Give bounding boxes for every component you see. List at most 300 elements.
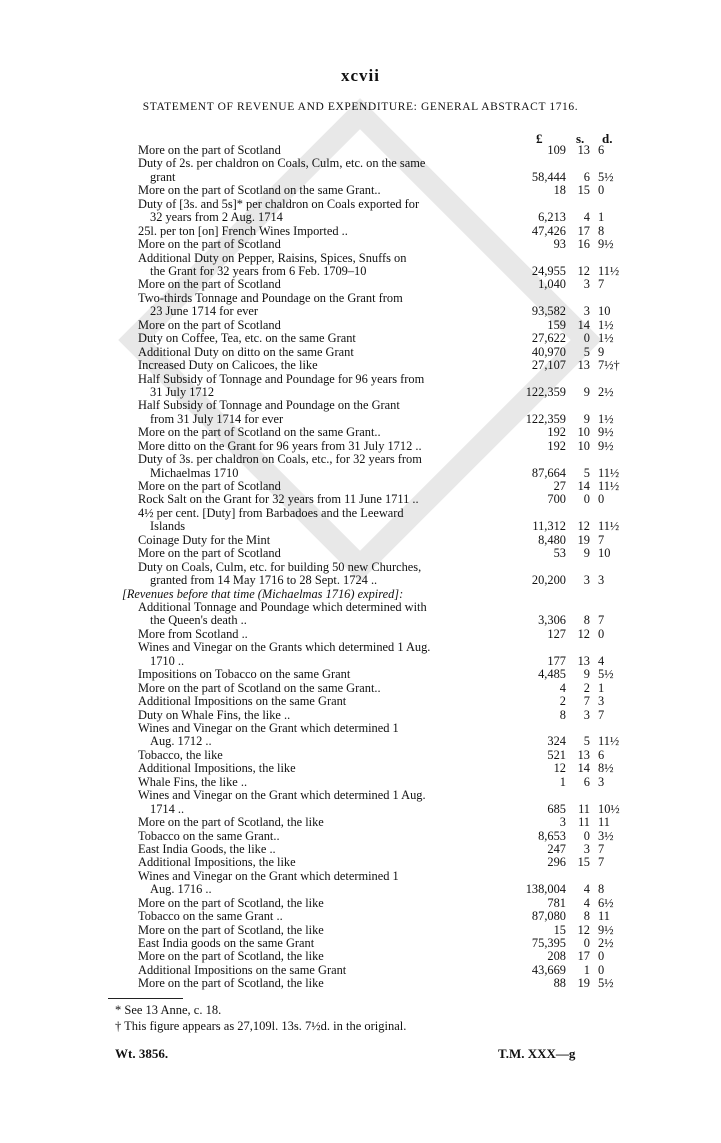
amount-shillings: 12 bbox=[577, 922, 590, 937]
row-text: Additional Duty on ditto on the same Grant bbox=[138, 344, 354, 359]
amount-pounds: 192 bbox=[547, 438, 566, 453]
amount-pounds: 3,306 bbox=[538, 613, 566, 628]
amount-shillings: 14 bbox=[577, 479, 590, 494]
amount-shillings: 9 bbox=[583, 411, 590, 426]
amount-pounds: 177 bbox=[547, 653, 566, 668]
row-amount bbox=[500, 856, 620, 869]
row-description bbox=[138, 910, 498, 923]
amount-pounds: 58,444 bbox=[531, 169, 566, 184]
signature-left: Wt. 3856. bbox=[115, 1046, 169, 1061]
row-amount bbox=[500, 574, 620, 587]
amount-pence: 11½ bbox=[598, 519, 620, 534]
page-number: xcvii bbox=[341, 66, 380, 85]
amount-shillings: 19 bbox=[577, 976, 590, 991]
amount-shillings: 17 bbox=[577, 223, 590, 238]
row-amount bbox=[500, 924, 620, 937]
row-text: More on the part of Scotland, the like bbox=[138, 815, 324, 830]
amount-pence: 11 bbox=[598, 815, 610, 830]
row-text: Additional Impositions, the like bbox=[138, 855, 296, 870]
amount-shillings: 15 bbox=[577, 855, 590, 870]
row-description bbox=[138, 561, 498, 588]
amount-pounds: 247 bbox=[547, 841, 566, 856]
table-row bbox=[0, 776, 721, 789]
amount-pounds: 87,080 bbox=[531, 909, 566, 924]
row-text-continued: Michaelmas 1710 bbox=[150, 465, 239, 480]
row-description bbox=[138, 789, 498, 816]
amount-shillings: 8 bbox=[583, 613, 590, 628]
amount-pence: 8½ bbox=[598, 761, 614, 776]
amount-shillings: 13 bbox=[577, 143, 590, 157]
amount-shillings: 6 bbox=[583, 774, 590, 789]
row-text: Whale Fins, the like .. bbox=[138, 774, 248, 789]
signature-right: T.M. XXX—g bbox=[498, 1046, 576, 1061]
pounds-header: £ bbox=[536, 131, 543, 146]
row-text: More on the part of Scotland bbox=[138, 237, 281, 252]
row-amount bbox=[500, 803, 620, 816]
table-row bbox=[0, 399, 721, 426]
row-text: More on the part of Scotland on the same Grant.. bbox=[138, 183, 381, 198]
amount-shillings: 17 bbox=[577, 949, 590, 964]
row-description bbox=[138, 950, 498, 963]
row-text: East India goods on the same Grant bbox=[138, 936, 315, 951]
pence-header: d. bbox=[602, 131, 613, 146]
amount-pence: 8 bbox=[598, 882, 605, 897]
row-text-continued: the Grant for 32 years from 6 Feb. 1709–10 bbox=[150, 263, 367, 278]
amount-shillings: 12 bbox=[577, 263, 590, 278]
table-row bbox=[0, 762, 721, 775]
amount-shillings: 12 bbox=[577, 626, 590, 641]
amount-shillings: 5 bbox=[583, 344, 590, 359]
amount-shillings: 10 bbox=[577, 425, 590, 440]
table-row bbox=[0, 346, 721, 359]
row-description bbox=[138, 184, 498, 197]
row-amount bbox=[500, 265, 620, 278]
row-amount bbox=[500, 278, 620, 291]
amount-pence: 9½ bbox=[598, 237, 614, 252]
row-amount bbox=[500, 346, 620, 359]
column-headers bbox=[520, 131, 620, 145]
amount-pence: 1 bbox=[598, 210, 605, 225]
amount-pounds: 8,653 bbox=[538, 828, 566, 843]
row-text: Half Subsidy of Tonnage and Poundage for 96 years from bbox=[138, 371, 425, 386]
row-amount bbox=[500, 910, 620, 923]
table-row bbox=[0, 910, 721, 923]
row-amount bbox=[500, 897, 620, 910]
row-text: Wines and Vinegar on the Grant which determined 1 Aug. bbox=[138, 788, 426, 803]
row-text: More on the part of Scotland on the same Grant.. bbox=[138, 425, 381, 440]
amount-pence: 7 bbox=[598, 613, 605, 628]
row-description bbox=[138, 238, 498, 251]
amount-pence: 11½ bbox=[598, 734, 620, 749]
table-row bbox=[0, 534, 721, 547]
row-description bbox=[138, 628, 498, 641]
amount-pounds: 88 bbox=[553, 976, 566, 991]
table-row bbox=[0, 709, 721, 722]
row-description bbox=[138, 641, 498, 668]
amount-pence: 7 bbox=[598, 707, 605, 722]
row-amount bbox=[500, 776, 620, 789]
row-text: More on the part of Scotland bbox=[138, 546, 281, 561]
row-amount bbox=[500, 171, 620, 184]
amount-pounds: 18 bbox=[553, 183, 566, 198]
amount-pence: 9½ bbox=[598, 425, 614, 440]
amount-pence: 4 bbox=[598, 653, 605, 668]
amount-pence: 1 bbox=[598, 680, 605, 695]
row-description bbox=[138, 897, 498, 910]
row-description bbox=[138, 453, 498, 480]
table-row bbox=[0, 897, 721, 910]
amount-pounds: 93,582 bbox=[531, 304, 566, 319]
row-text: More on the part of Scotland bbox=[138, 317, 281, 332]
row-text: Increased Duty on Calicoes, the like bbox=[138, 358, 318, 373]
amount-pounds: 2 bbox=[559, 694, 566, 709]
amount-pounds: 138,004 bbox=[525, 882, 566, 897]
row-description bbox=[138, 937, 498, 950]
amount-pence: 1½ bbox=[598, 411, 614, 426]
amount-shillings: 4 bbox=[583, 210, 590, 225]
table-row bbox=[0, 977, 721, 990]
amount-pounds: 24,955 bbox=[531, 263, 566, 278]
row-amount bbox=[500, 386, 620, 399]
amount-pence: 0 bbox=[598, 492, 605, 507]
amount-pounds: 27,622 bbox=[531, 331, 566, 346]
amount-pounds: 47,426 bbox=[531, 223, 566, 238]
amount-pence: 2½ bbox=[598, 384, 614, 399]
row-description bbox=[138, 319, 498, 332]
page-heading: STATEMENT OF REVENUE AND EXPENDITURE: GENERAL ABSTRACT 1716. bbox=[142, 101, 579, 113]
table-row bbox=[0, 695, 721, 708]
row-text: Additional Duty on Pepper, Raisins, Spices, Snuffs on bbox=[138, 250, 407, 265]
amount-shillings: 5 bbox=[583, 465, 590, 480]
amount-shillings: 3 bbox=[583, 573, 590, 588]
row-text: 4½ per cent. [Duty] from Barbadoes and the Leeward bbox=[138, 505, 404, 520]
row-amount bbox=[500, 937, 620, 950]
row-text: More on the part of Scotland bbox=[138, 143, 281, 157]
row-description bbox=[138, 547, 498, 560]
amount-pence: 9½ bbox=[598, 438, 614, 453]
row-amount bbox=[500, 816, 620, 829]
row-description bbox=[138, 749, 498, 762]
amount-pence: 2½ bbox=[598, 936, 614, 951]
amount-pounds: 12 bbox=[553, 761, 566, 776]
amount-pounds: 27,107 bbox=[531, 358, 566, 373]
amount-pounds: 53 bbox=[553, 546, 566, 561]
amount-pounds: 685 bbox=[547, 801, 566, 816]
table-row bbox=[0, 682, 721, 695]
row-description bbox=[138, 776, 498, 789]
table-row bbox=[0, 332, 721, 345]
row-amount bbox=[500, 614, 620, 627]
row-text-continued: 32 years from 2 Aug. 1714 bbox=[150, 210, 283, 225]
row-amount bbox=[500, 655, 620, 668]
row-text: More on the part of Scotland, the like bbox=[138, 895, 324, 910]
row-text: Half Subsidy of Tonnage and Poundage on the Grant bbox=[138, 398, 400, 413]
amount-pence: 11½ bbox=[598, 465, 620, 480]
row-text-continued: grant bbox=[150, 169, 176, 184]
row-amount bbox=[500, 413, 620, 426]
table-row bbox=[0, 830, 721, 843]
row-amount bbox=[500, 735, 620, 748]
table-row bbox=[0, 453, 721, 480]
row-text: More on the part of Scotland, the like bbox=[138, 976, 324, 991]
table-row bbox=[0, 252, 721, 279]
table-row bbox=[0, 480, 721, 493]
row-text-continued: granted from 14 May 1716 to 28 Sept. 1724 .. bbox=[150, 573, 378, 588]
row-description bbox=[138, 682, 498, 695]
row-description bbox=[138, 440, 498, 453]
table-row bbox=[0, 789, 721, 816]
row-amount bbox=[500, 830, 620, 843]
amount-pounds: 4,485 bbox=[538, 667, 566, 682]
amount-pence: 0 bbox=[598, 626, 605, 641]
amount-pence: 7 bbox=[598, 855, 605, 870]
amount-pence: 1½ bbox=[598, 331, 614, 346]
amount-pence: 3½ bbox=[598, 828, 614, 843]
amount-shillings: 6 bbox=[583, 169, 590, 184]
amount-shillings: 13 bbox=[577, 653, 590, 668]
amount-pounds: 192 bbox=[547, 425, 566, 440]
amount-pence: 11½ bbox=[598, 479, 620, 494]
amount-pence: 5½ bbox=[598, 976, 614, 991]
table-row bbox=[0, 184, 721, 197]
amount-shillings: 3 bbox=[583, 304, 590, 319]
amount-pounds: 109 bbox=[547, 143, 566, 157]
amount-shillings: 14 bbox=[577, 761, 590, 776]
amount-pounds: 296 bbox=[547, 855, 566, 870]
table-row bbox=[0, 426, 721, 439]
amount-pence: 10½ bbox=[598, 801, 620, 816]
row-description bbox=[138, 332, 498, 345]
row-text: More from Scotland .. bbox=[138, 626, 248, 641]
amount-shillings: 16 bbox=[577, 237, 590, 252]
amount-pounds: 75,395 bbox=[531, 936, 566, 951]
row-amount bbox=[500, 426, 620, 439]
amount-shillings: 4 bbox=[583, 882, 590, 897]
row-description bbox=[138, 830, 498, 843]
row-description bbox=[138, 709, 498, 722]
amount-shillings: 1 bbox=[583, 962, 590, 977]
amount-shillings: 9 bbox=[583, 546, 590, 561]
amount-pounds: 1 bbox=[559, 774, 566, 789]
row-text: Two-thirds Tonnage and Poundage on the Grant from bbox=[138, 290, 403, 305]
amount-pence: 7½† bbox=[598, 358, 620, 373]
row-amount bbox=[500, 534, 620, 547]
row-text: More on the part of Scotland, the like bbox=[138, 949, 324, 964]
amount-shillings: 15 bbox=[577, 183, 590, 198]
row-text-continued: Islands bbox=[150, 519, 186, 534]
amount-pence: 10 bbox=[598, 546, 611, 561]
table-row bbox=[0, 628, 721, 641]
row-description bbox=[138, 856, 498, 869]
row-description bbox=[138, 292, 498, 319]
row-text: More on the part of Scotland bbox=[138, 277, 281, 292]
amount-shillings: 9 bbox=[583, 384, 590, 399]
row-amount bbox=[500, 547, 620, 560]
row-text: Wines and Vinegar on the Grant which determined 1 bbox=[138, 868, 399, 883]
footnote-1: * See 13 Anne, c. 18. bbox=[115, 1003, 222, 1017]
row-description bbox=[138, 722, 498, 749]
row-text: More ditto on the Grant for 96 years from 31 July 1712 .. bbox=[138, 438, 422, 453]
table-row bbox=[0, 319, 721, 332]
shillings-header: s. bbox=[576, 131, 585, 146]
table-row bbox=[0, 843, 721, 856]
amount-pounds: 27 bbox=[553, 479, 566, 494]
amount-pence: 6½ bbox=[598, 895, 614, 910]
row-amount bbox=[500, 668, 620, 681]
row-amount bbox=[500, 520, 620, 533]
section-heading bbox=[0, 588, 721, 601]
row-description bbox=[138, 507, 498, 534]
row-text: Coinage Duty for the Mint bbox=[138, 532, 271, 547]
amount-shillings: 3 bbox=[583, 707, 590, 722]
table-row bbox=[0, 856, 721, 869]
amount-pounds: 127 bbox=[547, 626, 566, 641]
row-text: Duty of 3s. per chaldron on Coals, etc., for 32 years from bbox=[138, 452, 422, 467]
amount-pounds: 43,669 bbox=[531, 962, 566, 977]
amount-pence: 6 bbox=[598, 143, 605, 157]
row-description bbox=[138, 426, 498, 439]
table-row bbox=[0, 440, 721, 453]
row-amount bbox=[500, 883, 620, 896]
amount-shillings: 0 bbox=[583, 828, 590, 843]
amount-pounds: 87,664 bbox=[531, 465, 566, 480]
amount-shillings: 8 bbox=[583, 909, 590, 924]
row-amount bbox=[500, 238, 620, 251]
row-description bbox=[138, 225, 498, 238]
table-row bbox=[0, 816, 721, 829]
amount-pounds: 40,970 bbox=[531, 344, 566, 359]
amount-pounds: 8 bbox=[559, 707, 566, 722]
row-description bbox=[138, 198, 498, 225]
amount-shillings: 3 bbox=[583, 277, 590, 292]
row-amount bbox=[500, 493, 620, 506]
table-row bbox=[0, 157, 721, 184]
amount-shillings: 0 bbox=[583, 331, 590, 346]
amount-pounds: 6,213 bbox=[538, 210, 566, 225]
row-text-continued: 1710 .. bbox=[150, 653, 185, 668]
amount-shillings: 10 bbox=[577, 438, 590, 453]
row-text: Tobacco, the like bbox=[138, 747, 223, 762]
table-row bbox=[0, 722, 721, 749]
table-row bbox=[0, 924, 721, 937]
amount-shillings: 2 bbox=[583, 680, 590, 695]
amount-pounds: 1,040 bbox=[538, 277, 566, 292]
row-text: Additional Impositions on the same Grant bbox=[138, 694, 347, 709]
row-amount bbox=[500, 843, 620, 856]
row-description bbox=[138, 816, 498, 829]
row-text: Tobacco on the same Grant .. bbox=[138, 909, 283, 924]
row-text: More on the part of Scotland, the like bbox=[138, 922, 324, 937]
row-amount bbox=[500, 977, 620, 990]
row-description bbox=[138, 252, 498, 279]
table-row bbox=[0, 964, 721, 977]
amount-pence: 0 bbox=[598, 183, 605, 198]
row-description bbox=[138, 346, 498, 359]
amount-pence: 0 bbox=[598, 949, 605, 964]
row-amount bbox=[500, 211, 620, 224]
amount-shillings: 14 bbox=[577, 317, 590, 332]
table-row bbox=[0, 359, 721, 372]
amount-pence: 11½ bbox=[598, 263, 620, 278]
amount-shillings: 11 bbox=[578, 801, 590, 816]
row-amount bbox=[500, 950, 620, 963]
row-amount bbox=[500, 467, 620, 480]
row-amount bbox=[500, 332, 620, 345]
row-amount bbox=[500, 749, 620, 762]
row-amount bbox=[500, 709, 620, 722]
amount-pence: 3 bbox=[598, 573, 605, 588]
row-text-continued: Aug. 1712 .. bbox=[150, 734, 212, 749]
amount-pounds: 8,480 bbox=[538, 532, 566, 547]
row-text: Wines and Vinegar on the Grant which determined 1 bbox=[138, 720, 399, 735]
row-amount bbox=[500, 762, 620, 775]
row-amount bbox=[500, 144, 620, 157]
amount-pounds: 159 bbox=[547, 317, 566, 332]
table-row bbox=[0, 561, 721, 588]
table-row bbox=[0, 507, 721, 534]
row-text: Duty of [3s. and 5s]* per chaldron on Coals exported for bbox=[138, 196, 420, 211]
table-row bbox=[0, 144, 721, 157]
row-description bbox=[138, 373, 498, 400]
amount-pence: 1½ bbox=[598, 317, 614, 332]
row-amount bbox=[500, 480, 620, 493]
row-text: Duty on Coffee, Tea, etc. on the same Grant bbox=[138, 331, 356, 346]
row-description bbox=[138, 399, 498, 426]
row-description bbox=[138, 762, 498, 775]
amount-pounds: 3 bbox=[559, 815, 566, 830]
row-text: Duty of 2s. per chaldron on Coals, Culm, etc. on the same bbox=[138, 156, 426, 171]
amount-shillings: 0 bbox=[583, 936, 590, 951]
amount-pounds: 324 bbox=[547, 734, 566, 749]
table-row bbox=[0, 950, 721, 963]
row-text: Additional Impositions, the like bbox=[138, 761, 296, 776]
table-row bbox=[0, 292, 721, 319]
row-text: 25l. per ton [on] French Wines Imported .. bbox=[138, 223, 348, 238]
row-description bbox=[138, 480, 498, 493]
amount-pence: 11 bbox=[598, 909, 610, 924]
row-amount bbox=[500, 695, 620, 708]
amount-shillings: 12 bbox=[577, 519, 590, 534]
amount-pence: 5½ bbox=[598, 169, 614, 184]
amount-shillings: 13 bbox=[577, 747, 590, 762]
row-description bbox=[138, 924, 498, 937]
amount-pence: 5½ bbox=[598, 667, 614, 682]
amount-pence: 7 bbox=[598, 841, 605, 856]
row-text: Duty on Whale Fins, the like .. bbox=[138, 707, 291, 722]
amount-shillings: 19 bbox=[577, 532, 590, 547]
footnote-rule bbox=[108, 998, 183, 999]
row-amount bbox=[500, 628, 620, 641]
amount-pounds: 11,312 bbox=[532, 519, 566, 534]
row-description bbox=[138, 843, 498, 856]
table-row bbox=[0, 870, 721, 897]
amount-pence: 0 bbox=[598, 962, 605, 977]
table-row bbox=[0, 641, 721, 668]
amount-shillings: 7 bbox=[583, 694, 590, 709]
row-amount bbox=[500, 359, 620, 372]
amount-shillings: 11 bbox=[578, 815, 590, 830]
table-row bbox=[0, 238, 721, 251]
row-text-continued: 23 June 1714 for ever bbox=[150, 304, 259, 319]
row-text-continued: 1714 .. bbox=[150, 801, 185, 816]
table-row bbox=[0, 937, 721, 950]
amount-pence: 6 bbox=[598, 747, 605, 762]
row-description bbox=[138, 144, 498, 157]
amount-shillings: 9 bbox=[583, 667, 590, 682]
row-amount bbox=[500, 682, 620, 695]
table-row bbox=[0, 749, 721, 762]
table-row bbox=[0, 601, 721, 628]
